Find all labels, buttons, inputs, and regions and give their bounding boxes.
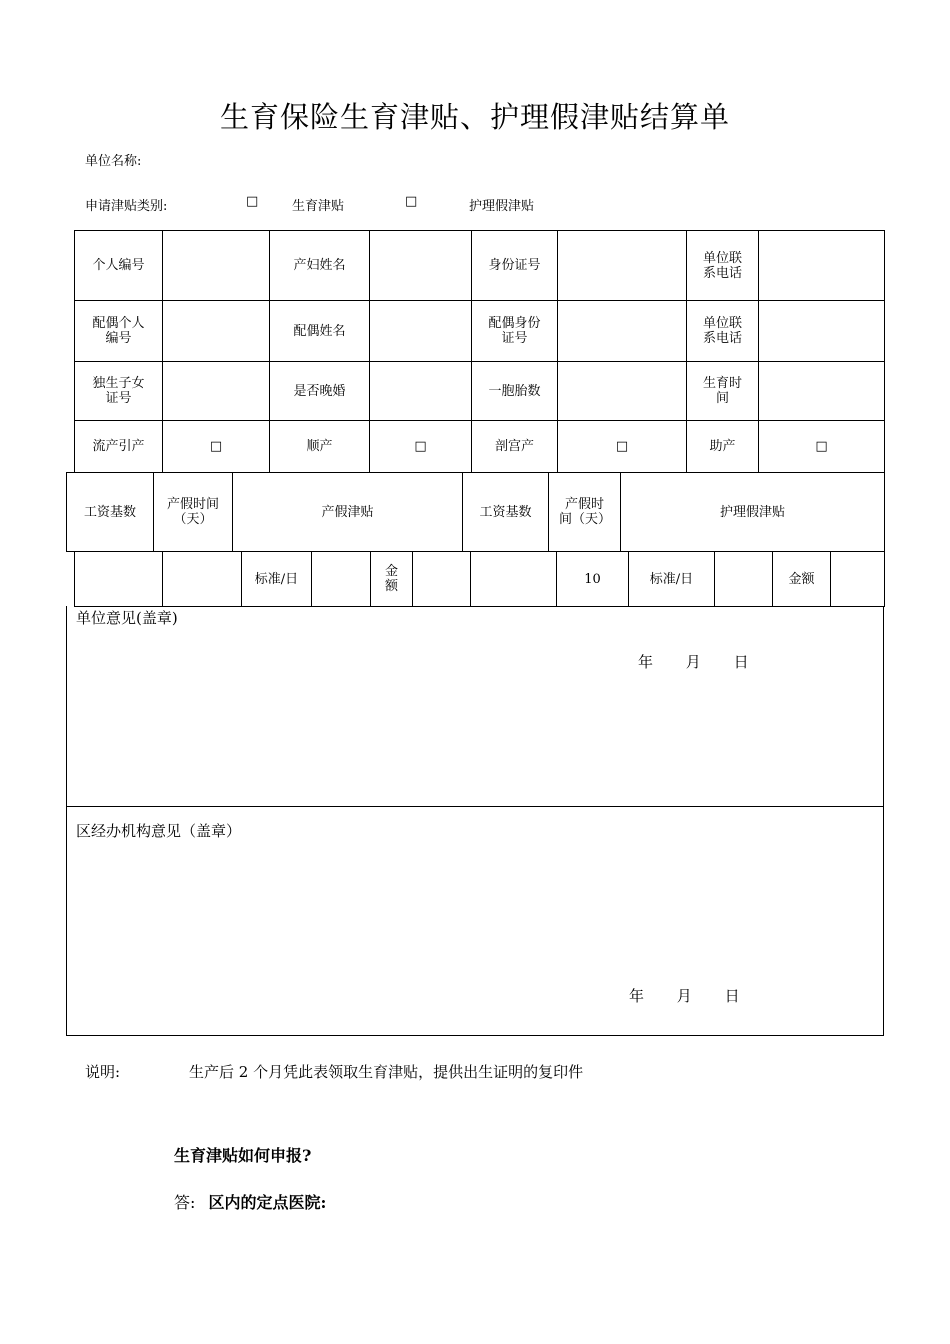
option-maternity-allowance: 生育津贴 (292, 199, 345, 214)
faq-question: 生育津贴如何申报? (174, 1146, 312, 1165)
standard-per-day-field-2[interactable] (715, 552, 773, 607)
amount-label: 金额 (371, 552, 413, 607)
district-opinion-label: 区经办机构意见（盖章） (76, 822, 242, 840)
wage-base-field-2[interactable] (471, 552, 557, 607)
spouse-id-number-label: 配偶身份证号 (472, 301, 558, 362)
natural-birth-label: 顺产 (270, 421, 370, 473)
mother-name-field[interactable] (370, 231, 472, 301)
nursing-days-header: 产假时间（天） (549, 473, 621, 552)
late-marriage-label: 是否晚婚 (270, 362, 370, 421)
assisted-birth-checkbox[interactable]: □ (759, 421, 885, 473)
spouse-name-field[interactable] (370, 301, 472, 362)
allowance-value-table (74, 551, 885, 607)
birth-count-label: 一胞胎数 (472, 362, 558, 421)
standard-per-day-label-2: 标准/日 (629, 552, 715, 607)
personal-id-label: 个人编号 (75, 231, 163, 301)
standard-per-day-label: 标准/日 (242, 552, 312, 607)
spouse-name-label: 配偶姓名 (270, 301, 370, 362)
unit-opinion-box[interactable] (66, 606, 884, 807)
nursing-allowance-header: 护理假津贴 (621, 473, 885, 552)
faq-answer (174, 1190, 326, 1213)
checkbox-maternity-allowance[interactable]: □ (246, 194, 259, 209)
id-number-field[interactable] (558, 231, 687, 301)
wage-base-header: 工资基数 (67, 473, 154, 552)
wage-base-field[interactable] (75, 552, 163, 607)
unit-phone-field-2[interactable] (759, 301, 885, 362)
birth-time-field[interactable] (759, 362, 885, 421)
only-child-cert-field[interactable] (163, 362, 270, 421)
amount-label-2: 金额 (773, 552, 831, 607)
maternity-days-field[interactable] (163, 552, 242, 607)
spouse-id-label: 配偶个人编号 (75, 301, 163, 362)
mother-name-label: 产妇姓名 (270, 231, 370, 301)
unit-opinion-label: 单位意见(盖章) (76, 609, 178, 627)
district-opinion-date (629, 985, 740, 1006)
personal-id-field[interactable] (163, 231, 270, 301)
cesarean-label: 剖宫产 (472, 421, 558, 473)
cesarean-checkbox[interactable]: □ (558, 421, 687, 473)
month-label: 月 (676, 987, 692, 1005)
info-table (74, 230, 885, 473)
day-label: 日 (724, 987, 740, 1005)
district-opinion-box[interactable] (66, 806, 884, 1036)
amount-field-2[interactable] (831, 552, 885, 607)
wage-base-header-2: 工资基数 (463, 473, 549, 552)
maternity-days-header: 产假时间（天） (154, 473, 233, 552)
birth-count-field[interactable] (558, 362, 687, 421)
amount-field[interactable] (413, 552, 471, 607)
unit-phone-label: 单位联系电话 (687, 231, 759, 301)
abortion-label: 流产引产 (75, 421, 163, 473)
late-marriage-field[interactable] (370, 362, 472, 421)
assisted-birth-label: 助产 (687, 421, 759, 473)
unit-phone-field[interactable] (759, 231, 885, 301)
maternity-allowance-header: 产假津贴 (233, 473, 463, 552)
unit-name-label: 单位名称: (85, 154, 142, 169)
note-text: 生产后 2 个月凭此表领取生育津贴，提供出生证明的复印件 (189, 1063, 584, 1081)
spouse-id-number-field[interactable] (558, 301, 687, 362)
day-label: 日 (733, 653, 749, 671)
only-child-cert-label: 独生子女证号 (75, 362, 163, 421)
nursing-days-value: 10 (557, 552, 629, 607)
year-label: 年 (638, 653, 654, 671)
year-label: 年 (629, 987, 645, 1005)
abortion-checkbox[interactable]: □ (163, 421, 270, 473)
answer-prefix: 答: (174, 1193, 196, 1212)
allowance-header-table (66, 472, 885, 552)
checkbox-nursing-allowance[interactable]: □ (405, 194, 418, 209)
month-label: 月 (685, 653, 701, 671)
standard-per-day-field[interactable] (312, 552, 371, 607)
option-nursing-allowance: 护理假津贴 (469, 199, 535, 214)
unit-phone-label-2: 单位联系电话 (687, 301, 759, 362)
birth-time-label: 生育时间 (687, 362, 759, 421)
category-label: 申请津贴类别: (85, 199, 168, 214)
page-title: 生育保险生育津贴、护理假津贴结算单 (219, 100, 730, 134)
note-label: 说明: (85, 1063, 121, 1081)
spouse-id-field[interactable] (163, 301, 270, 362)
answer-text: 区内的定点医院: (208, 1193, 327, 1212)
unit-opinion-date (638, 651, 749, 672)
id-number-label: 身份证号 (472, 231, 558, 301)
natural-birth-checkbox[interactable]: □ (370, 421, 472, 473)
